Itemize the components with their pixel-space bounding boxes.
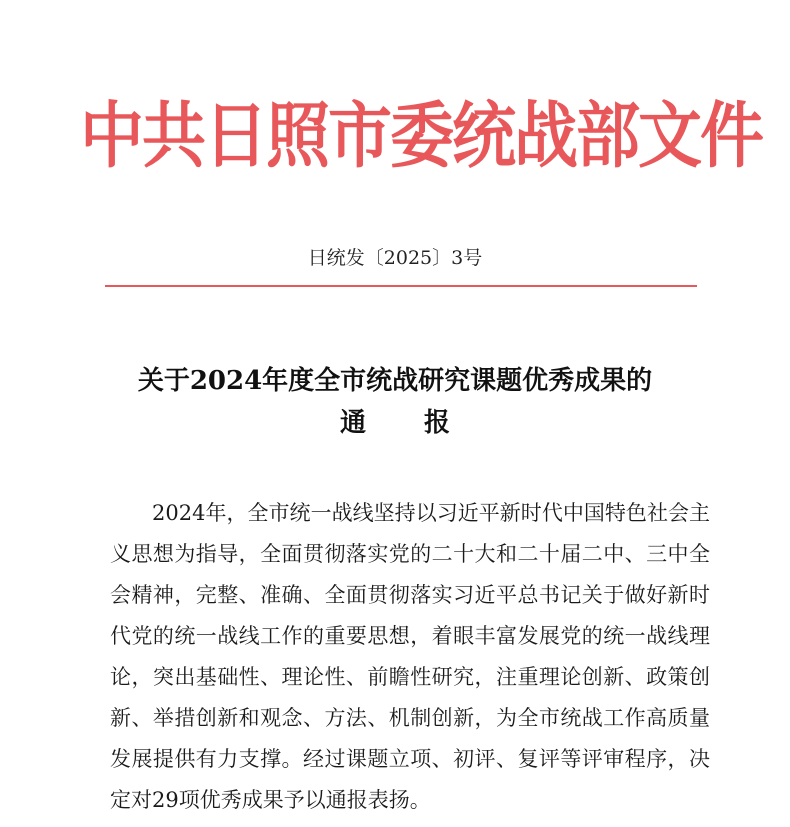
org-header-title: 中共日照市委统战部文件 <box>80 95 762 179</box>
document-number: 日统发〔2025〕3号 <box>307 247 483 269</box>
red-divider-line <box>105 285 697 287</box>
document-title-line-2: 通报 <box>339 408 508 438</box>
document-title-line-1: 关于2024年度全市统战研究课题优秀成果的 <box>137 366 653 396</box>
body-paragraph: 2024年，全市统一战线坚持以习近平新时代中国特色社会主义思想为指导，全面贯彻落实党的二十大和二十届二中、三中全会精神，完整、准确、全面贯彻落实习近平总书记关于做好新时代党的统一战线工作的重要思想，着眼丰富发展党的统一战线理论，突出基础性、理论性、前瞻性研究，注重理论创新、政策创新、举措创新和观念、方法、机制创新，为全市统战工作高质量发展提供有力支撑。经过课题立项、初评、复评等评审程序，决定对29项优秀成果予以通报表扬。 <box>110 501 710 812</box>
